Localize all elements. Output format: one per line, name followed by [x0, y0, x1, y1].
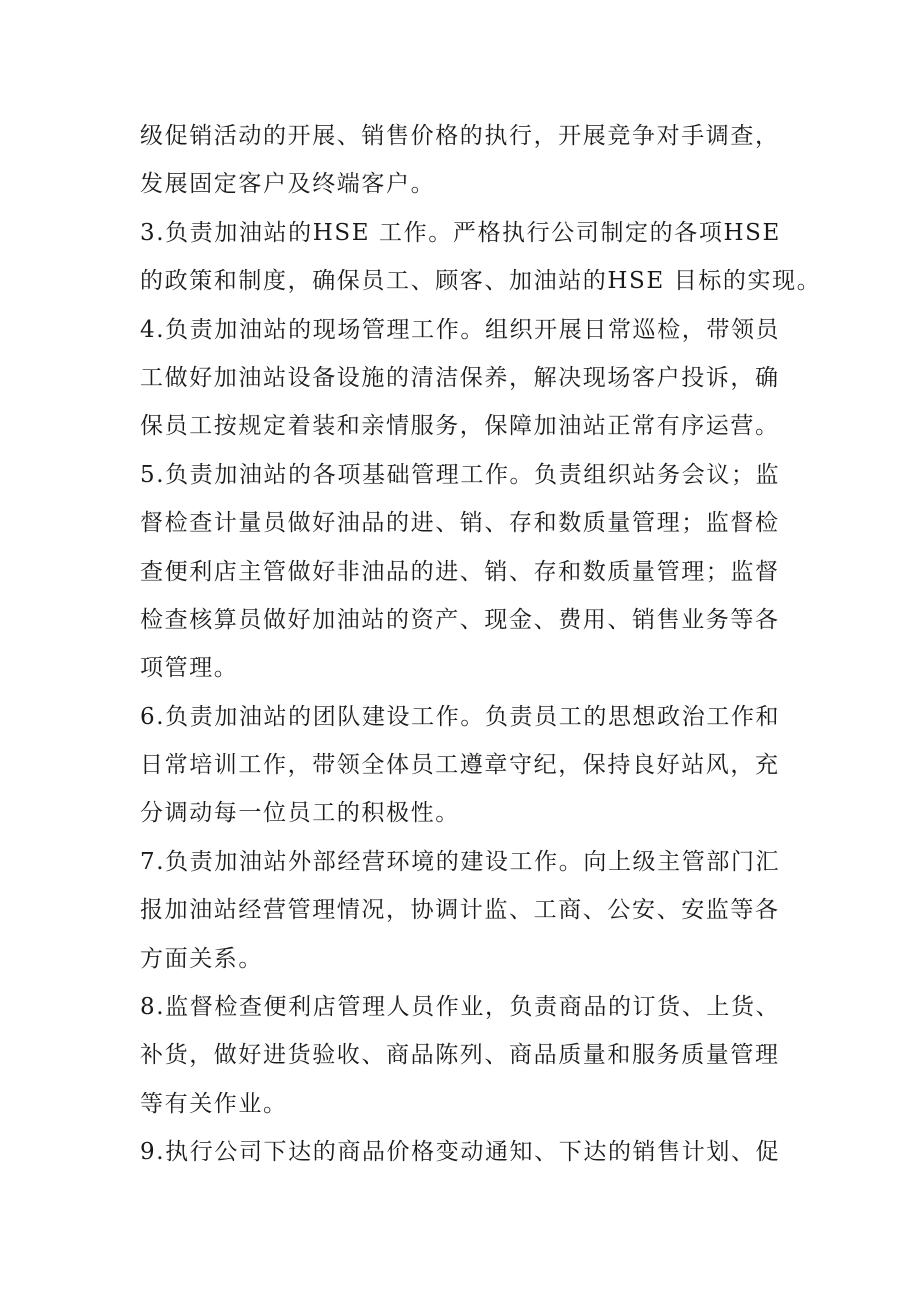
- text-line-9: 督检查计量员做好油品的进、销、存和数质量管理；监督检: [140, 510, 780, 537]
- text-line-6: 工做好加油站设备设施的清洁保养，解决现场客户投诉，确: [140, 364, 780, 391]
- text-line-10: 查便利店主管做好非油品的进、销、存和数质量管理；监督: [140, 558, 780, 585]
- text-line-18: 方面关系。: [140, 945, 263, 972]
- text-line-4: 的政策和制度，确保员工、顾客、加油站的HSE 目标的实现。: [140, 268, 822, 295]
- text-line-5: 4.负责加油站的现场管理工作。组织开展日常巡检，带领员: [140, 316, 781, 343]
- text-line-19: 8.监督检查便利店管理人员作业，负责商品的订货、上货、: [140, 994, 781, 1021]
- text-line-3: 3.负责加油站的HSE 工作。严格执行公司制定的各项HSE: [140, 219, 781, 246]
- text-line-11: 检查核算员做好加油站的资产、现金、费用、销售业务等各: [140, 606, 780, 633]
- text-line-13: 6.负责加油站的团队建设工作。负责员工的思想政治工作和: [140, 703, 781, 730]
- text-line-17: 报加油站经营管理情况，协调计监、工商、公安、安监等各: [140, 897, 780, 924]
- text-line-15: 分调动每一位员工的积极性。: [140, 800, 460, 827]
- text-line-20: 补货，做好进货验收、商品陈列、商品质量和服务质量管理: [140, 1042, 780, 1069]
- text-line-22: 9.执行公司下达的商品价格变动通知、下达的销售计划、促: [140, 1139, 781, 1166]
- text-line-21: 等有关作业。: [140, 1090, 288, 1117]
- text-line-14: 日常培训工作，带领全体员工遵章守纪，保持良好站风，充: [140, 752, 780, 779]
- text-line-8: 5.负责加油站的各项基础管理工作。负责组织站务会议；监: [140, 461, 781, 488]
- document-body: [140, 112, 822, 1177]
- text-line-16: 7.负责加油站外部经营环境的建设工作。向上级主管部门汇: [140, 848, 781, 875]
- text-line-1: 级促销活动的开展、销售价格的执行，开展竞争对手调查，: [140, 123, 780, 149]
- text-line-12: 项管理。: [140, 655, 239, 682]
- text-line-7: 保员工按规定着装和亲情服务，保障加油站正常有序运营。: [140, 413, 780, 440]
- text-line-2: 发展固定客户及终端客户。: [140, 171, 436, 198]
